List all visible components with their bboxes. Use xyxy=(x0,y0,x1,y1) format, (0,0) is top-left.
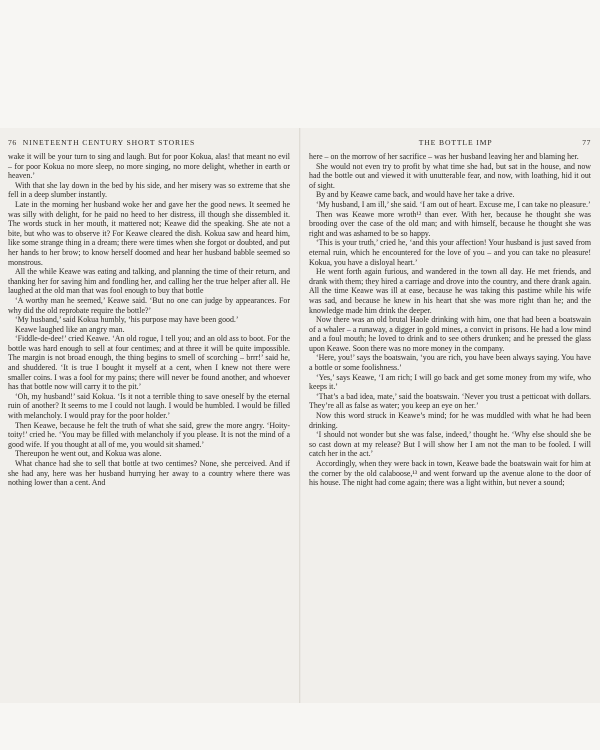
book-gutter xyxy=(299,128,301,703)
left-paragraph: Then Keawe, because he felt the truth of what she said, grew the more angry. ‘Hoity-toity!’ cried he. ‘You may be filled with melancholy if you please. It is not the mind of a good wife. If you thought at all of me, you would sit shamed.’ xyxy=(8,420,290,449)
right-paragraph: She would not even try to profit by what time she had, but sat in the house, and now had the bottle out and viewed it with unutterable fear, and now, with loathing, hid it out of sight. xyxy=(309,161,591,190)
left-paragraph: Keawe laughed like an angry man. xyxy=(15,324,125,334)
right-paragraph: By and by Keawe came back, and would have her take a drive. xyxy=(316,190,515,200)
left-paragraph: What chance had she to sell that bottle at two centimes? None, she perceived. And if she had any, here was her husband hurrying her away to a country where there was nothing lower than a cent. And xyxy=(8,459,290,488)
right-page-number: 77 xyxy=(582,138,591,147)
right-paragraph: ‘Yes,’ says Keawe, ‘I am rich; I will go back and get some money from my wife, who keeps it.’ xyxy=(309,372,591,392)
left-paragraph: ‘Oh, my husband!’ said Kokua. ‘Is it not a terrible thing to save oneself by the eternal ruin of another? It seems to me I could not laugh. I would be humbled. I would be filled with melancholy. I would pray for the poor holder.’ xyxy=(8,391,290,421)
right-paragraph: Now there was an old brutal Haole drinking with him, one that had been a boatswain of a whaler – a runaway, a digger in gold mines, a convict in prisons. He had a low mind and a foul mouth; he loved to drink and to see others drunken; and he pressed the glass upon Keawe. Soon there was no more money in the company. xyxy=(309,315,591,353)
right-paragraph: ‘My husband, I am ill,’ she said. ‘I am out of heart. Excuse me, I can take no pleasure.’ xyxy=(316,199,591,209)
left-page xyxy=(8,137,290,488)
left-paragraph: With that she lay down in the bed by his side, and her misery was so extreme that she fell in a deep slumber instantly. xyxy=(8,180,290,200)
left-paragraph: All the while Keawe was eating and talking, and planning the time of their return, and thanking her for saving him and fondling her, and calling her the true helper after all. He laughed at the old man that was fool enough to buy that bottle xyxy=(8,267,290,296)
right-paragraph: Then was Keawe more wroth¹² than ever. With her, because he thought she was brooding over the case of the old man; and with himself, because he thought she was right and was ashamed to be so happy. xyxy=(309,209,591,238)
left-running-head: NINETEENTH CENTURY SHORT STORIES xyxy=(22,138,196,147)
right-page xyxy=(309,137,591,488)
left-paragraph: Late in the morning her husband woke her and gave her the good news. It seemed he was silly with delight, for he paid no heed to her distress, ill though she dissembled it. The words stuck in her mouth, it mattered not; Keawe did the speaking. She ate not a bite, but who was to observe it? For Keawe cleared the dish. Kokua saw and heard him, like some strange thing in a dream; there were times when she forgot or doubted, and put her hands to her brow; to know herself doomed and hear her husband babble seemed so monstrous. xyxy=(8,199,290,267)
right-paragraph: here – on the morrow of her sacrifice – was her husband leaving her and blaming her. xyxy=(309,152,579,161)
right-paragraph: ‘I should not wonder but she was false, indeed,’ thought he. ‘Why else should she be so cast down at my release? But I will show her I am not the man to be fooled. I will catch her in the act.’ xyxy=(309,430,591,459)
right-page-header xyxy=(309,137,591,148)
right-paragraph: Now this word struck in Keawe’s mind; for he was muddled with what he had been drinking. xyxy=(309,411,591,430)
left-paragraph: Thereupon he went out, and Kokua was alone. xyxy=(15,449,162,459)
right-paragraph: ‘This is your truth,’ cried he, ‘and this your affection! Your husband is just saved from eternal ruin, which he encountered for the love of you – and you can take no pleasure! Kokua, you have a disloyal heart.’ xyxy=(309,238,591,267)
left-page-number: 76 xyxy=(8,138,17,147)
left-paragraph: wake it will be your turn to sing and laugh. But for poor Kokua, alas! that meant no evil – for poor Kokua no more sleep, no more singing, no more delight, whether in earth or heaven.’ xyxy=(8,152,290,181)
right-running-head: THE BOTTLE IMP xyxy=(418,138,493,147)
right-paragraph: Accordingly, when they were back in town, Keawe bade the boatswain wait for him at the corner by the old calaboose,¹³ and went forward up the avenue alone to the door of his house. The night had come again; there was a light within, but never a sound; xyxy=(309,459,591,488)
left-paragraph: ‘A worthy man he seemed,’ Keawe said. ‘But no one can judge by appearances. For why did the old reprobate require the bottle?’ xyxy=(8,295,290,315)
right-paragraph: ‘Here, you!’ says the boatswain, ‘you are rich, you have been always saying. You have a bottle or some foolishness.’ xyxy=(309,353,591,373)
left-page-header xyxy=(8,137,290,148)
left-paragraph: ‘Fiddle-de-dee!’ cried Keawe. ‘An old rogue, I tell you; and an old ass to boot. For the bottle was hard enough to sell at four centimes; and at three it will be quite impossible. The margin is not broad enough, the thing begins to smell of scorching – brrr!’ said he, and shuddered. ‘It is true I bought it myself at a cent, when I knew not there were smaller coins. I was a fool for my pains; there will never be found another, and whoever has that bottle now will carry it to the pit.’ xyxy=(8,334,290,392)
right-paragraph: ‘That’s a bad idea, mate,’ said the boatswain. ‘Never you trust a petticoat with dollars. They’re all as false as water; you keep an eye on her.’ xyxy=(309,391,591,411)
left-paragraph: ‘My husband,’ said Kokua humbly, ‘his purpose may have been good.’ xyxy=(15,315,239,325)
right-paragraph: He went forth again furious, and wandered in the town all day. He met friends, and drank with them; they hired a carriage and drove into the country, and there drank again. All the time Keawe was ill at ease, because he was taking this pastime while his wife was sad, and because he knew in his heart that she was more right than he; and the knowledge made him drink the deeper. xyxy=(309,267,591,315)
